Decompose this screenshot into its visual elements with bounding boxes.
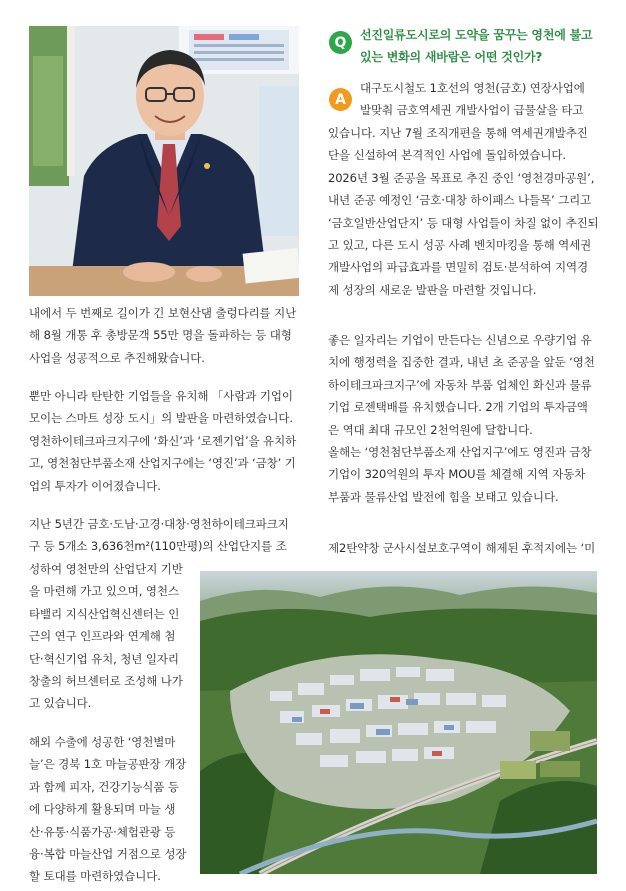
text-line: 기업 로젠택배를 유치했습니다. 2개 기업의 투자금액 (328, 400, 588, 415)
text-line: 좋은 일자리는 기업이 만든다는 신념으로 우량기업 유 (328, 333, 592, 347)
text-line: 과 함께 피자, 건강기능식품 등 (29, 779, 179, 794)
left-paragraph-4 (29, 731, 186, 888)
answer-paragraph-2 (328, 329, 595, 508)
text-line: 영천하이테크파크지구에 ‘화신’과 ‘로젠기업’을 유치하 (29, 433, 297, 448)
text-line: 해외 수출에 성공한 ‘영천별마 (29, 735, 176, 749)
text-line: 단을 신설하여 본격적인 사업에 돌입하였습니다. (328, 148, 566, 163)
text-line: ‘금호일반산업단지’ 등 대형 사업들이 차질 없이 추진되 (328, 215, 599, 230)
left-paragraph-1 (29, 302, 296, 369)
answer-paragraph-1 (328, 122, 599, 301)
text-line: 은 역대 최대 규모인 2천억원에 달합니다. (328, 422, 533, 437)
text-line: 개발사업의 파급효과를 면밀히 검토·분석하여 지역경 (328, 260, 588, 275)
question-line: 있는 변화의 새바람은 어떤 것인가? (360, 50, 543, 64)
text-line: 부품과 물류산업 발전에 힘을 보태고 있습니다. (328, 489, 559, 504)
text-line: 근의 연구 인프라와 연계해 첨 (29, 629, 176, 644)
text-line: 고 있고, 다른 도시 성공 사례 벤치마킹을 통해 역세권 (328, 238, 592, 253)
text-line: 업의 투자가 이어졌습니다. (29, 478, 161, 493)
text-line: 올해는 ‘영천첨단부품소재 산업지구’에도 영진과 금창 (328, 445, 592, 460)
answer-paragraph-1-intro (360, 77, 585, 122)
interview-question (360, 24, 592, 68)
industrial-complex-aerial-photo (200, 571, 597, 874)
text-line: 창출의 허브센터로 조성해 나가 (29, 674, 183, 689)
text-line: 융·복합 마늘산업 거점으로 성장 (29, 847, 187, 862)
text-line: 있습니다. 지난 7월 조직개편을 통해 역세권개발추진 (328, 126, 588, 140)
text-line: 제2탄약창 군사시설보호구역이 해제된 후적지에는 ‘미 (328, 541, 596, 555)
answer-badge: A (329, 88, 352, 111)
text-line: 구 등 5개소 3,636천m²(110만평)의 산업단지를 조 (29, 539, 287, 554)
text-line: 제 성장의 새로운 발판을 마련할 것입니다. (328, 282, 537, 297)
text-line: 단·혁신기업 유치, 청년 일자리 (29, 651, 179, 666)
text-line: 늘’은 경북 1호 마늘공판장 개장 (29, 757, 187, 772)
text-line: 대구도시철도 1호선의 영천(금호) 연장사업에 (360, 81, 585, 95)
text-line: 기업이 320억원의 투자 MOU를 체결해 지역 자동차 (328, 467, 586, 482)
official-portrait-photo (29, 26, 299, 296)
left-paragraph-2 (29, 385, 296, 497)
text-line: 산·유통·식품가공·체험관광 등 (29, 824, 176, 839)
text-line: 성하여 영천만의 산업단지 기반 (29, 562, 183, 576)
text-line: 2026년 3월 준공을 목표로 추진 중인 ‘영천경마공원’, (328, 170, 595, 185)
text-line: 내에서 두 번째로 길이가 긴 보현산댐 출렁다리를 지난 (29, 306, 297, 320)
question-line: 선진일류도시로의 도약을 꿈꾸는 영천에 불고 (360, 28, 593, 42)
text-line: 내년 준공 예정인 ‘금호·대창 하이패스 나들목’ 그리고 (328, 193, 592, 208)
text-line: 고, 영천첨단부품소재 산업지구에는 ‘영진’과 ‘금창’ 기 (29, 456, 296, 471)
text-line: 을 마련해 가고 있으며, 영천스 (29, 584, 179, 599)
text-line: 하이테크파크지구’에 자동차 부품 업체인 화신과 물류 (328, 377, 592, 392)
text-line: 뿐만 아니라 탄탄한 기업들을 유치해 「사람과 기업이 (29, 389, 293, 403)
text-line: 해 8월 개통 후 총방문객 55만 명을 돌파하는 등 대형 (29, 328, 292, 343)
question-badge: Q (329, 31, 352, 54)
text-line: 모이는 스마트 성장 도시」의 발판을 마련하였습니다. (29, 411, 293, 426)
text-line: 할 토대를 마련하였습니다. (29, 869, 161, 884)
left-paragraph-3-continued (29, 558, 183, 715)
text-line: 고 있습니다. (29, 696, 92, 711)
text-line: 지난 5년간 금호·도남·고경·대창·영천하이테크파크지 (29, 517, 289, 531)
text-line: 발맞춰 금호역세권 개발사업이 급물살을 타고 (360, 103, 584, 118)
text-line: 에 다양하게 활용되며 마늘 생 (29, 802, 176, 817)
answer-paragraph-3 (328, 537, 595, 559)
text-line: 타밸리 지식산업혁신센터는 인 (29, 606, 180, 621)
text-line: 치에 행정력을 집중한 결과, 내년 초 준공을 앞둔 ‘영천 (328, 355, 595, 370)
left-paragraph-3 (29, 513, 289, 558)
text-line: 사업을 성공적으로 추진해왔습니다. (29, 350, 205, 365)
